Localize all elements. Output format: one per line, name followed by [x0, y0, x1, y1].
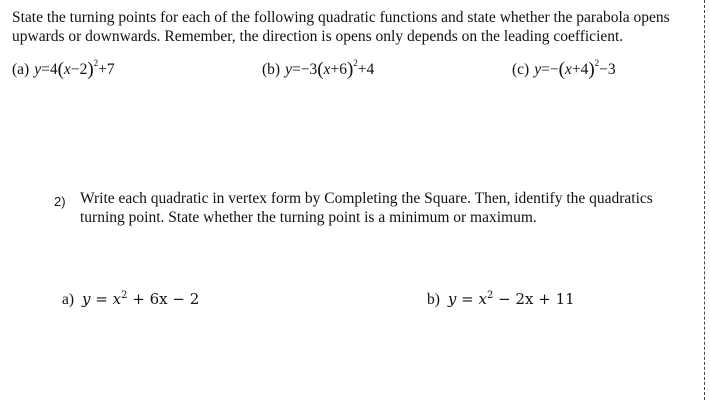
- equation-1c: [512, 58, 616, 80]
- page-border: [704, 0, 705, 400]
- equation-1a: [12, 58, 115, 80]
- equation-expression: $y = x^2 + 6x - 2$: [82, 290, 200, 308]
- equation-label: (c): [512, 61, 530, 78]
- equation-label: (a): [12, 61, 30, 78]
- equation-label: b): [427, 291, 440, 308]
- equation-label: (b): [262, 61, 281, 78]
- equation-expression: $y=-3(x+6)^2+4$: [285, 58, 375, 80]
- equation-expression: $y = x^2 - 2x + 11$: [447, 290, 575, 308]
- question-2-equations: [0, 290, 700, 314]
- equation-expression: $y=4(x-2)^2+7$: [34, 58, 115, 80]
- equation-2b: [427, 290, 575, 309]
- equation-label: a): [62, 291, 75, 308]
- question-2-instructions: Write each quadratic in vertex form by Completing the Square. Then, identify the quadratics turning point. State whether the turning point is a minimum or maximum.: [80, 190, 653, 226]
- question-1-equations: [0, 58, 700, 85]
- equation-1b: [262, 58, 375, 80]
- equation-expression: $y=-(x+4)^2-3$: [534, 58, 616, 80]
- question-1-instructions: State the turning points for each of the following quadratic functions and state whether the parabola opens upwards or downwards. Remember, the direction is opens only depends on the leading coefficient.: [12, 9, 670, 45]
- question-2-number: 2): [54, 194, 66, 209]
- equation-2a: [62, 290, 199, 309]
